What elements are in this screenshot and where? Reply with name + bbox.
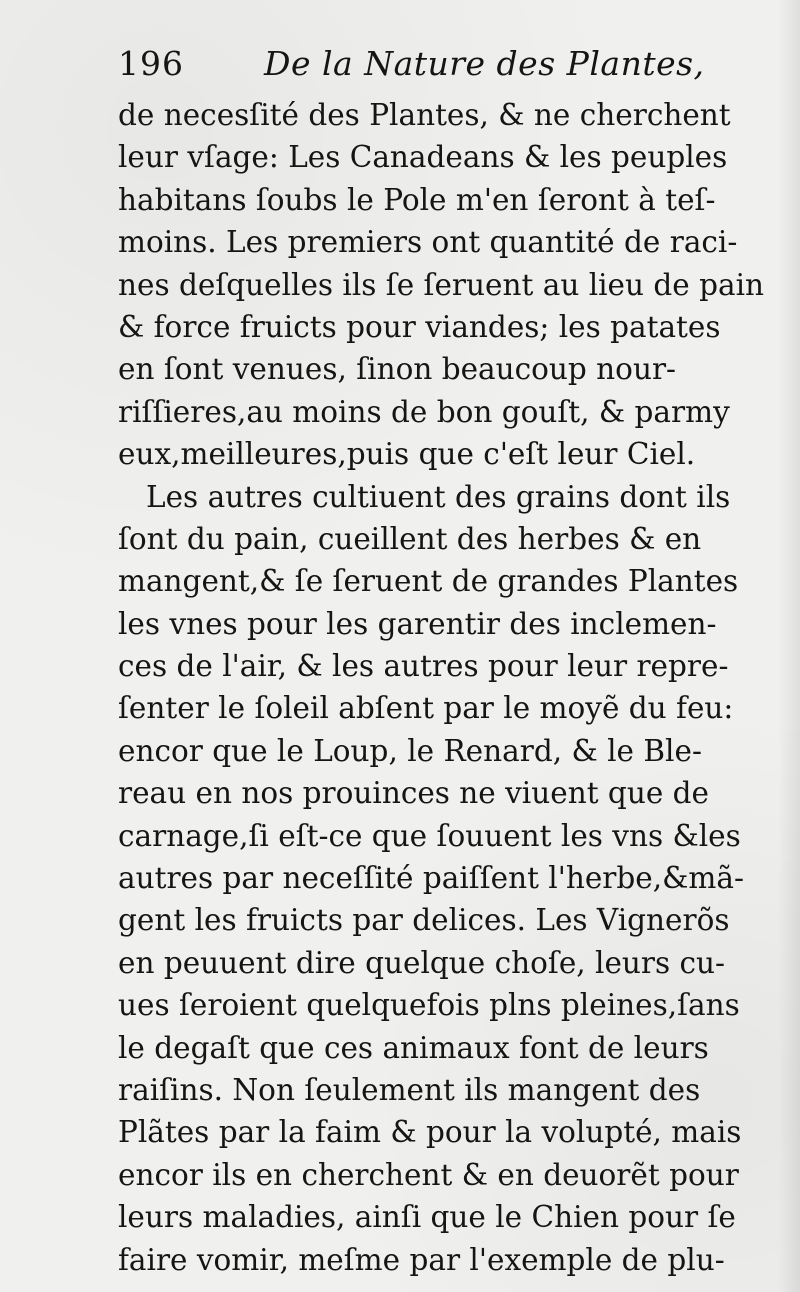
text-line: en peuuent dire quelque choſe, leurs cu- bbox=[118, 945, 726, 980]
text-line: nes deſquelles ils ſe ſeruent au lieu de pain bbox=[118, 267, 765, 302]
text-line: ues ſeroient quelquefois plns pleines,ſans bbox=[118, 988, 740, 1023]
text-line: de necesſité des Plantes, & ne cherchent bbox=[118, 98, 731, 132]
page-edge-shadow bbox=[778, 0, 800, 1292]
text-line: moins. Les premiers ont quantité de raci- bbox=[118, 225, 738, 260]
paragraph-start-line: Les autres cultiuent des grains dont ils bbox=[146, 479, 731, 514]
text-line: riſſieres,au moins de bon gouſt, & parmy bbox=[118, 394, 730, 429]
text-line: encor ils en cherchent & en deuorẽt pour bbox=[118, 1157, 739, 1192]
text-line: les vnes pour les garentir des inclemen- bbox=[118, 606, 717, 641]
running-head bbox=[118, 40, 728, 88]
text-line: raiſins. Non ſeulement ils mangent des bbox=[118, 1072, 701, 1107]
text-line: mangent,& ſe ſeruent de grandes Plantes bbox=[118, 564, 739, 599]
text-line: & force fruicts pour viandes; les patates bbox=[118, 309, 721, 344]
body-text bbox=[118, 94, 778, 1281]
text-line: ces de l'air, & les autres pour leur repre- bbox=[118, 649, 729, 684]
text-line: ſont du pain, cueillent des herbes & en bbox=[118, 521, 702, 556]
text-line: encor que le Loup, le Renard, & le Ble- bbox=[118, 733, 702, 768]
text-line: habitans ſoubs le Pole m'en ſeront à teſ- bbox=[118, 182, 716, 217]
text-line: eux,meilleures,puis que c'eſt leur Ciel. bbox=[118, 437, 696, 472]
text-line: en ſont venues, ſinon beaucoup nour- bbox=[118, 352, 677, 387]
text-line: ſenter le ſoleil abſent par le moyẽ du feu: bbox=[118, 691, 734, 726]
running-title: De la Nature des Plantes, bbox=[264, 44, 705, 83]
text-line: reau en nos prouinces ne viuent que de bbox=[118, 776, 709, 811]
text-line: faire vomir, meſme par l'exemple de plu- bbox=[118, 1242, 725, 1277]
text-line: leur vſage: Les Canadeans & les peuples bbox=[118, 140, 728, 175]
text-line: le degaſt que ces animaux font de leurs bbox=[118, 1030, 709, 1065]
text-line: gent les fruicts par delices. Les Vignerõs bbox=[118, 903, 730, 938]
page-number: 196 bbox=[118, 44, 184, 83]
text-line: autres par neceſſité paiſſent l'herbe,&mã- bbox=[118, 861, 744, 896]
text-line: carnage,ſi eſt-ce que ſouuent les vns &les bbox=[118, 818, 741, 853]
text-line: Plãtes par la faim & pour la volupté, mais bbox=[118, 1115, 742, 1150]
text-line: leurs maladies, ainſi que le Chien pour ſe bbox=[118, 1200, 736, 1235]
